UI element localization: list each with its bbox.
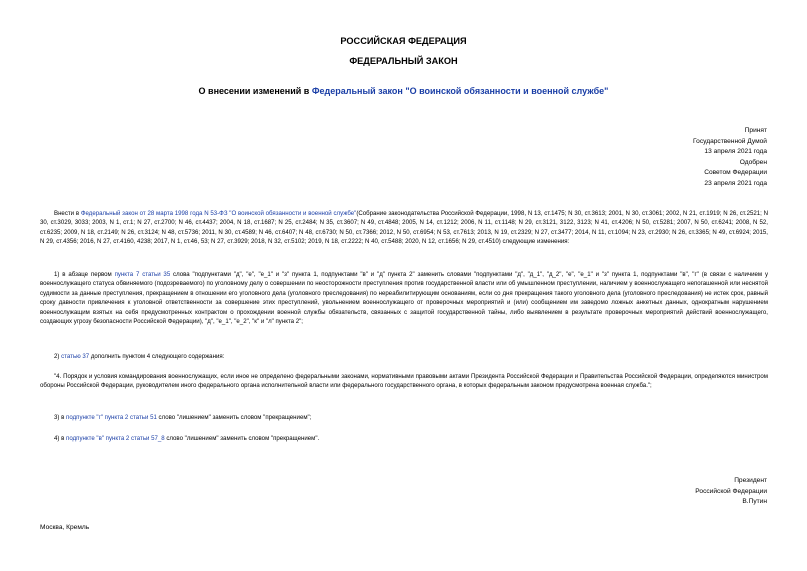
article-37-link[interactable]: статью 37	[61, 353, 90, 360]
adoption-line: Советом Федерации	[704, 169, 767, 176]
country-heading: РОССИЙСКАЯ ФЕДЕРАЦИЯ	[340, 36, 467, 46]
signing-place: Москва, Кремль	[40, 524, 90, 531]
article-35-link[interactable]: пункта 7 статьи 35	[114, 271, 171, 278]
item-4-paragraph	[54, 434, 319, 443]
item-3-paragraph	[54, 413, 311, 422]
adoption-line: Государственной Думой	[693, 137, 767, 145]
item-3-prefix: 3) в	[54, 414, 67, 421]
article-51-link[interactable]: подпункте "г" пункта 2 статьи 51	[66, 414, 157, 421]
law-title	[0, 86, 807, 96]
adoption-line: 13 апреля 2021 года	[704, 148, 767, 155]
item-1-prefix: 1) в абзаце первом	[54, 271, 115, 278]
law-citation-link[interactable]: Федеральный закон от 28 марта 1998 года N 53-ФЗ "О воинской обязанности и военной службе"	[80, 210, 357, 217]
item-3-text: слово "лишением" заменить словом "прекращением";	[156, 414, 312, 421]
item-4-prefix: 4) в	[54, 435, 67, 442]
intro-prefix: Внести в	[54, 210, 81, 217]
intro-text: (Собрание законодательства Российской Федерации, 1998, N 13, ст.1475; N 30, ст.3613; 2001, N 30, ст.3061; 2002, N 21, ст.1919; N 26, ст.2521; N 30, ст.3029, 3033; 2003, N 1, ст.1; N 27, ст.2700; N 46, ст.4437; 2004, N 18, ст.1687; N 25, ст.2484; N 35, ст.3607; N 49, ст.4848; 2005, N 14, ст.1212; 2006, N 11, ст.1148; N 29, ст.3121, 3122, 3123; N 41, ст.4206; N 50, ст.5281; 2007, N 50, ст.6241; 2008, N 52, ст.6235; 2009, N 18, ст.2149; N 26, ст.3124; N 48, ст.5736; 2011, N 30, ст.4589; N 46, ст.6407; N 48, ст.6730; N 50, ст.7366; 2012, N 50, ст.6954; N 53, ст.7613; 2013, N 19, ст.2329; N 27, ст.3477; 2014, N 11, ст.1094; N 23, ст.2930; N 26, ст.3365; N 49, ст.6924; 2015, N 29, ст.4356; 2016, N 27, ст.4160, 4238; 2017, N 1, ст.46, 53; N 27, ст.3929; 2018, N 32, ст.5102; 2019, N 18, ст.2222; N 40, ст.5488; 2020, N 12, ст.1656; N 29, ст.4510) следующие изменения:	[40, 210, 769, 246]
signature-block	[695, 476, 767, 508]
item-1-paragraph	[40, 270, 768, 326]
item-2-paragraph	[54, 352, 224, 361]
article-57-8-link[interactable]: подпункте "в" пункта 2 статьи 57_8	[66, 435, 165, 442]
item-4-text: слово "лишением" заменить словом "прекращением".	[164, 435, 320, 442]
quoted-point-4: "4. Порядок и условия командирования военнослужащих, если иное не определено федеральными законами, нормативными правовыми актами Президента Российской Федерации и Правительства Российской Федерации, определяются министром обороны Российской Федерации, руководителем иного федерального органа исполнительной власти или федерального государственного органа, в которых федеральным законом предусмотрена военная служба.";	[40, 373, 768, 390]
adoption-block	[693, 126, 767, 189]
adoption-line: Одобрен	[739, 158, 767, 166]
item-2-prefix: 2)	[54, 353, 62, 360]
signature-line: В.Путин	[742, 498, 767, 505]
adoption-line: Принят	[744, 127, 767, 134]
document-type-heading: ФЕДЕРАЛЬНЫЙ ЗАКОН	[349, 56, 458, 66]
title-prefix: О внесении изменений в	[198, 86, 312, 96]
signature-line: Президент	[734, 477, 767, 484]
signature-line: Российской Федерации	[695, 487, 767, 495]
item-2-text: дополнить пунктом 4 следующего содержания:	[89, 353, 225, 360]
adoption-line: 23 апреля 2021 года	[704, 179, 767, 187]
intro-paragraph	[40, 209, 768, 247]
item-1-text: слова "подпунктами "д", "е", "е_1" и "з" пункта 1, подпунктами "в" и "д" пункта 2" заменить словами "подпунктами "д", "д_1", "д_2", "е", "е_1" и "з" пункта 1, подпунктами "в", "г" (в связи с наличием у военнослужащего статуса обвиняемого (подозреваемого) по уголовному делу о совершении по неосторожности преступления против государственной власти или об умышленном преступлении, наличием у военнослужащего непогашенной или неснятой судимости за данные преступления, прекращением в отношении его уголовного дела (уголовного преследования) по нереабилитирующим основаниям, если со дня прекращения такого уголовного дела (уголовного преследования) не истек срок, равный сроку давности привлечения к уголовной ответственности за совершение этих преступлений, увольнением военнослужащего от проверочных мероприятий и (или) сообщением им заведомо ложных анкетных данных, однократным нарушением военнослужащим взятых на себя предусмотренных контрактом о прохождении военной службы обязательств, связанных с защитой государственной тайны, либо выявлением в результате проверочных мероприятий действий военнослужащего, создающих угрозу безопасности Российской Федерации), "д", "е_1", "е_2", "к" и "л" пункта 2";	[40, 271, 768, 326]
federal-law-link[interactable]: Федеральный закон "О воинской обязанности и военной службе"	[311, 86, 609, 96]
